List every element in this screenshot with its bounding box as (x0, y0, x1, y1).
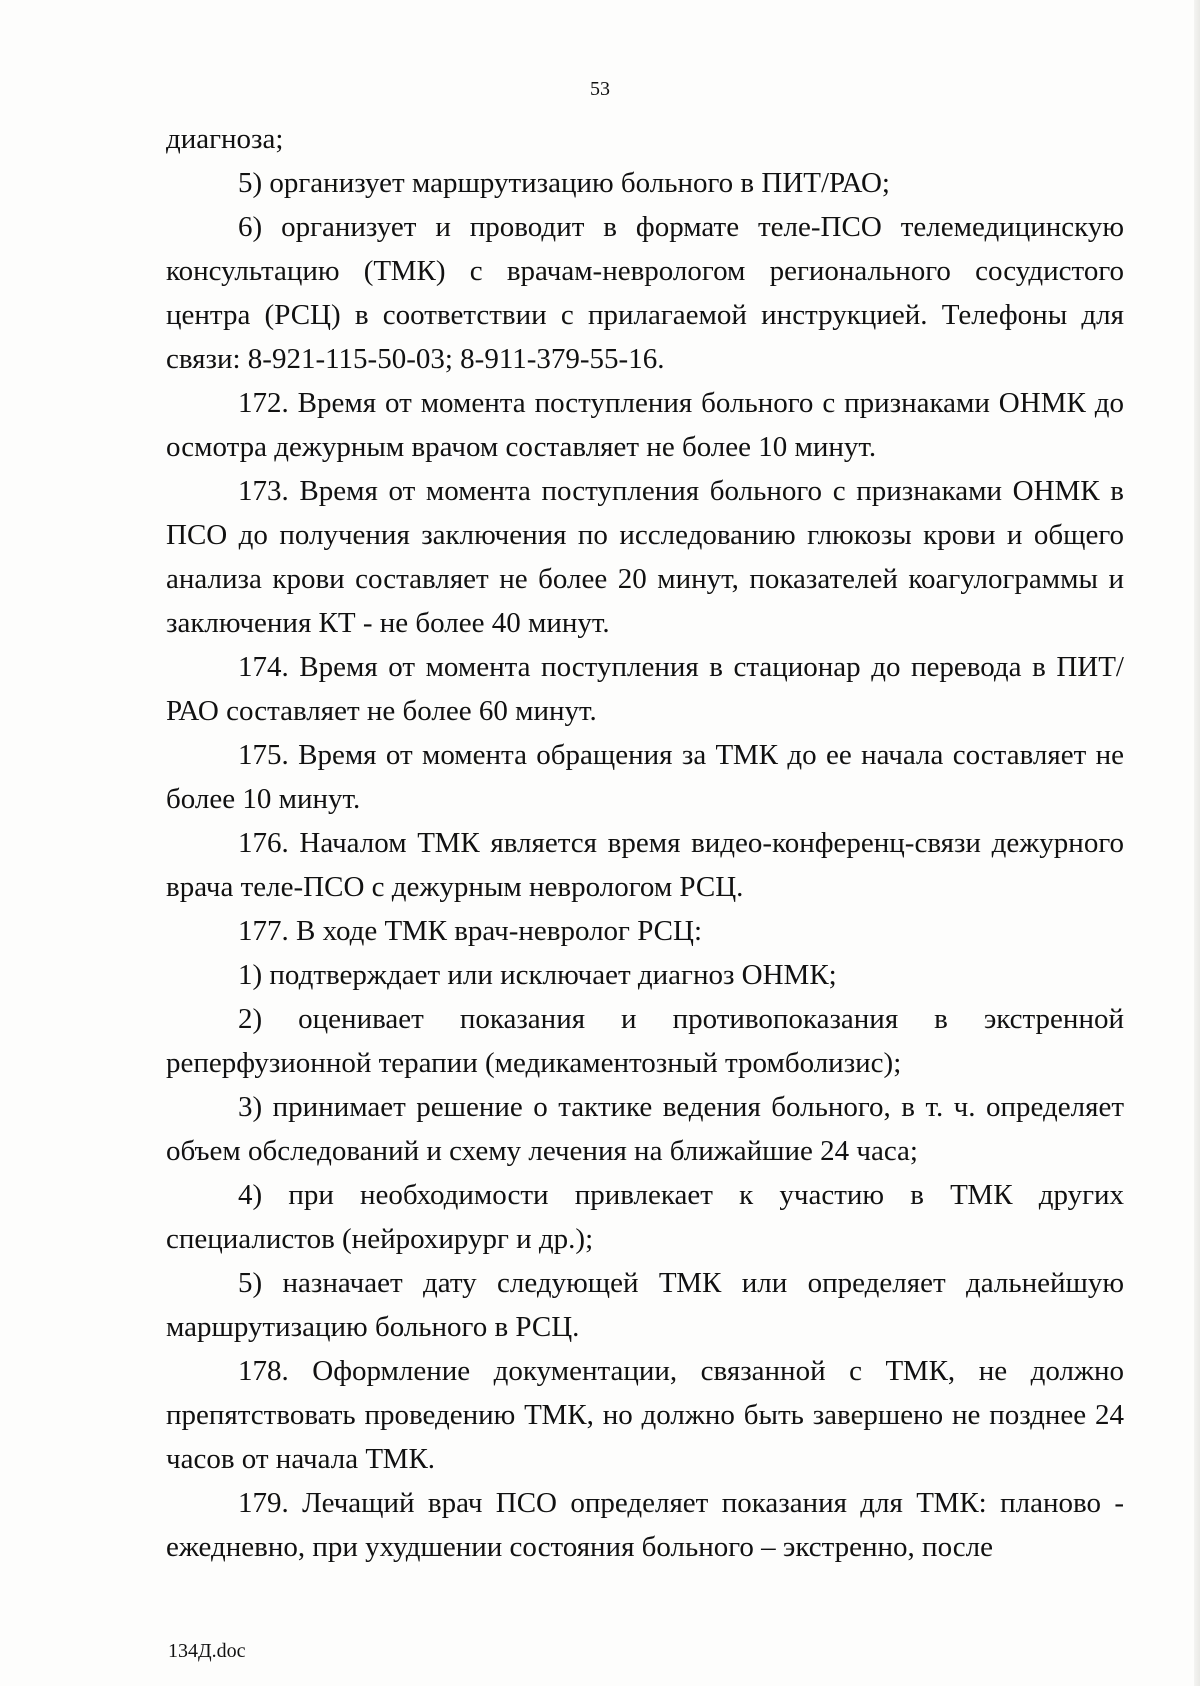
paragraph: 2) оценивает показания и противопоказания в экстренной реперфузионной терапии (медикаментозный тромболизис); (166, 1003, 1124, 1079)
paragraph: 172. Время от момента поступления больного с признаками ОНМК до осмотра дежурным врачом составляет не более 10 минут. (166, 387, 1124, 463)
paragraph: 179. Лечащий врач ПСО определяет показания для ТМК: планово - ежедневно, при ухудшении состояния больного – экстренно, после (166, 1487, 1124, 1563)
paragraph: 173. Время от момента поступления больного с признаками ОНМК в ПСО до получения заключения по исследованию глюкозы крови и общего анализа крови составляет не более 20 минут, показателей коагулограммы и заключения КТ - не более 40 минут. (166, 475, 1124, 639)
paragraph: 177. В ходе ТМК врач-невролог РСЦ: (238, 915, 703, 947)
document-body (166, 117, 1124, 1569)
paragraph: 6) организует и проводит в формате теле-ПСО телемедицинскую консультацию (ТМК) с врачам-неврологом регионального сосудистого центра (РСЦ) в соответствии с прилагаемой инструкцией. Телефоны для связи: 8-921-115-50-03; 8-911-379-55-16. (166, 211, 1124, 375)
paragraph: 3) принимает решение о тактике ведения больного, в т. ч. определяет объем обследований и схему лечения на ближайшие 24 часа; (166, 1091, 1124, 1167)
paragraph: 175. Время от момента обращения за ТМК до ее начала составляет не более 10 минут. (166, 739, 1124, 815)
paragraph: 174. Время от момента поступления в стационар до перевода в ПИТ/РАО составляет не более 60 минут. (166, 651, 1124, 727)
paragraph: диагноза; (166, 123, 284, 155)
file-name-footer: 134Д.doc (168, 1640, 246, 1662)
paragraph: 1) подтверждает или исключает диагноз ОНМК; (238, 959, 837, 991)
paragraph: 4) при необходимости привлекает к участию в ТМК других специалистов (нейрохирург и др.); (166, 1179, 1124, 1255)
page-number: 53 (590, 78, 610, 100)
paragraph: 176. Началом ТМК является время видео-конференц-связи дежурного врача теле-ПСО с дежурным неврологом РСЦ. (166, 827, 1124, 903)
paragraph: 5) организует маршрутизацию больного в ПИТ/РАО; (238, 167, 890, 199)
paragraph: 178. Оформление документации, связанной с ТМК, не должно препятствовать проведению ТМК, но должно быть завершено не позднее 24 часов от начала ТМК. (166, 1355, 1124, 1475)
scan-edge (1194, 0, 1200, 1686)
paragraph: 5) назначает дату следующей ТМК или определяет дальнейшую маршрутизацию больного в РСЦ. (166, 1267, 1124, 1343)
